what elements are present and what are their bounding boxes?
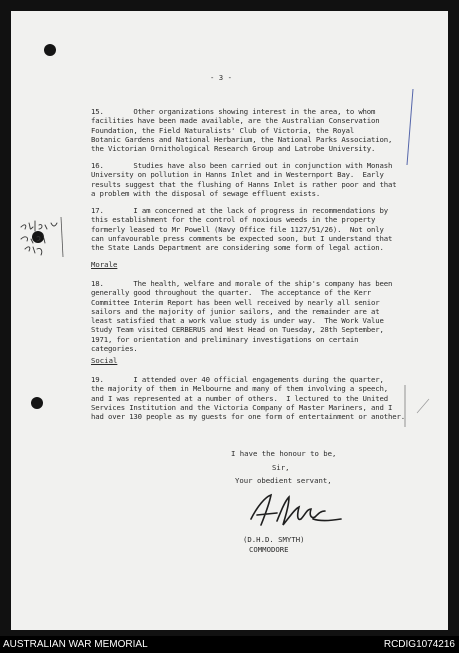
- margin-line: [403, 381, 433, 431]
- closing-line-2: Sir,: [272, 463, 290, 472]
- closing-line-3: Your obedient servant,: [235, 476, 332, 485]
- handwritten-margin-note: [17, 217, 67, 265]
- margin-line: [403, 87, 415, 167]
- paragraph-19: 19. I attended over 40 official engagements during the quarter, the majority of them in Melbourne and many of them involving a speech, and I was represented at a number of others. I lectured to the United Services Institution and the Victoria Company of Master Mariners, and I had over 130 people as my guests for one form of entertainment or another.: [91, 375, 405, 422]
- page-number: - 3 -: [210, 73, 232, 82]
- footer-bar: [0, 636, 459, 653]
- punch-hole: [44, 44, 56, 56]
- closing-line-1: I have the honour to be,: [231, 449, 337, 458]
- signatory-rank: COMMODORE: [249, 545, 289, 554]
- signature: [247, 485, 347, 535]
- paragraph-15: 15. Other organizations showing interest in the area, to whom facilities have been made available, are the Australian Conservation Foundation, the Field Naturalists' Club of Victoria, the Royal Botanic Gardens and National Herbarium, the National Parks Association, the Victorian Ornithological Research Group and Latrobe University.: [91, 107, 393, 154]
- paragraph-16: 16. Studies have also been carried out in conjunction with Monash University on pollution in Hanns Inlet and in Westernport Bay. Early results suggest that the flushing of Hanns Inlet is rather poor and that a problem with the disposal of sewage effluent exists.: [91, 161, 397, 198]
- heading-social: Social: [91, 356, 118, 365]
- footer-archive-name: AUSTRALIAN WAR MEMORIAL: [3, 639, 148, 650]
- paragraph-17: 17. I am concerned at the lack of progress in recommendations by this establishment for the control of noxious weeds in the property formerly leased to Mr Powell (Navy Office file 1127/51/26). Not only can unfavourable press comments be expected soon, but I understand that the State Lands Department are considering some form of legal action.: [91, 206, 393, 253]
- punch-hole: [31, 397, 43, 409]
- signatory-name: (D.H.D. SMYTH): [243, 535, 305, 544]
- footer-record-id: RCDIG1074216: [383, 639, 455, 650]
- document-page: [11, 11, 448, 630]
- paragraph-18: 18. The health, welfare and morale of the ship's company has been generally good throughout the quarter. The acceptance of the Kerr Committee Interim Report has been well received by nearly all senior sailors and the majority of junior sailors, and the remainder are at least satisfied that a work value study is under way. The Work Value Study Team visited CERBERUS and West Head on Tuesday, 28th September, 1971, for orientation and preliminary investigations on certain categories.: [91, 279, 393, 354]
- heading-morale: Morale: [91, 260, 118, 269]
